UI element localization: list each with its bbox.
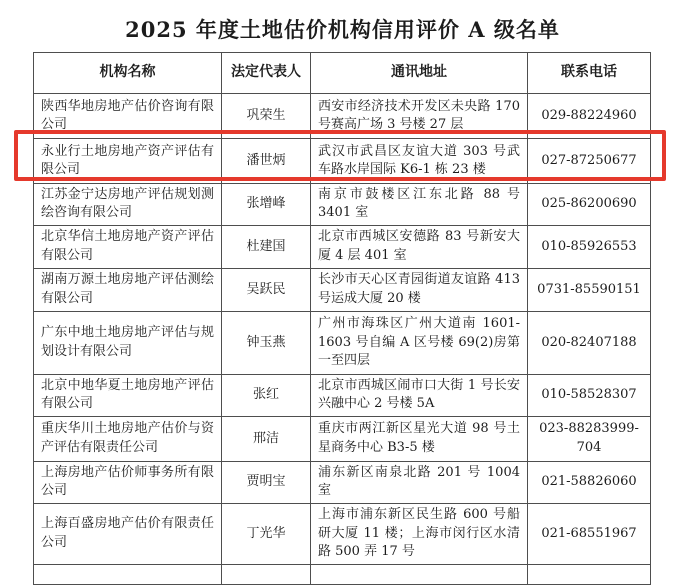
address-cell: 广州市海珠区广州大道南 1601-1603 号自编 A 区号楼 69(2)房第一至四层 — [311, 311, 528, 374]
address-cell: 重庆市两江新区星光大道 98 号土星商务中心 B3-5 楼 — [311, 416, 528, 461]
legal-rep-cell: 潘世炳 — [222, 139, 311, 184]
table-row — [34, 94, 651, 139]
table-header-row — [34, 53, 651, 94]
legal-rep-cell: 丁光华 — [222, 503, 311, 564]
address-cell: 西安市经济技术开发区未央路 170 号赛高广场 3 号楼 27 层 — [311, 94, 528, 139]
phone-cell: 020-82407188 — [528, 311, 651, 374]
phone-cell: 029-88224960 — [528, 94, 651, 139]
table-row — [34, 416, 651, 461]
phone-cell: 025-86200690 — [528, 184, 651, 226]
legal-rep-cell: 钟玉燕 — [222, 311, 311, 374]
address-cell: 上海市浦东新区民生路 600 号船研大厦 11 楼；上海市闵行区水清路 500 弄 17 号 — [311, 503, 528, 564]
legal-rep-cell — [222, 564, 311, 584]
phone-cell: 027-87250677 — [528, 139, 651, 184]
table-row — [34, 503, 651, 564]
org-name-cell: 重庆华川土地房地产估价与资产评估有限责任公司 — [34, 416, 222, 461]
legal-rep-cell: 张增峰 — [222, 184, 311, 226]
table-row — [34, 268, 651, 311]
address-cell — [311, 564, 528, 584]
org-name-cell: 湖南万源土地房地产评估测绘有限公司 — [34, 268, 222, 311]
phone-cell: 010-58528307 — [528, 374, 651, 416]
phone-cell: 021-68551967 — [528, 503, 651, 564]
legal-rep-cell: 吴跃民 — [222, 268, 311, 311]
table-row-partial — [34, 564, 651, 584]
org-name-cell: 广东中地土地房地产评估与规划设计有限公司 — [34, 311, 222, 374]
page-title: 2025 年度土地估价机构信用评价 A 级名单 — [125, 17, 560, 42]
phone-cell: 010-85926553 — [528, 225, 651, 268]
legal-rep-header: 法定代表人 — [222, 53, 311, 94]
org-name-cell: 北京中地华夏土地房地产评估有限公司 — [34, 374, 222, 416]
org-name-cell: 北京华信土地房地产资产评估有限公司 — [34, 225, 222, 268]
legal-rep-cell: 杜建国 — [222, 225, 311, 268]
address-header: 通讯地址 — [311, 53, 528, 94]
table-row-highlighted — [34, 139, 651, 184]
phone-cell: 023-88283999-704 — [528, 416, 651, 461]
address-cell: 北京市西城区闹市口大街 1 号长安兴融中心 2 号楼 5A — [311, 374, 528, 416]
legal-rep-cell: 张红 — [222, 374, 311, 416]
org-name-header: 机构名称 — [34, 53, 222, 94]
address-cell: 长沙市天心区青园街道友谊路 413 号运成大厦 20 楼 — [311, 268, 528, 311]
table-row — [34, 311, 651, 374]
address-cell: 北京市西城区安德路 83 号新安大厦 4 层 401 室 — [311, 225, 528, 268]
phone-cell: 021-58826060 — [528, 461, 651, 503]
phone-cell: 0731-85590151 — [528, 268, 651, 311]
legal-rep-cell: 邢洁 — [222, 416, 311, 461]
address-cell: 武汉市武昌区友谊大道 303 号武车路水岸国际 K6-1 栋 23 楼 — [311, 139, 528, 184]
phone-cell — [528, 564, 651, 584]
table-row — [34, 225, 651, 268]
org-name-cell: 陕西华地房地产估价咨询有限公司 — [34, 94, 222, 139]
org-name-cell: 上海房地产估价师事务所有限公司 — [34, 461, 222, 503]
legal-rep-cell: 贾明宝 — [222, 461, 311, 503]
table-row — [34, 184, 651, 226]
table-row — [34, 461, 651, 503]
address-cell: 浦东新区南泉北路 201 号 1004 室 — [311, 461, 528, 503]
org-name-cell: 江苏金宁达房地产评估规划测绘咨询有限公司 — [34, 184, 222, 226]
address-cell: 南京市鼓楼区江东北路 88 号 3401 室 — [311, 184, 528, 226]
legal-rep-cell: 巩荣生 — [222, 94, 311, 139]
rating-table — [33, 52, 651, 585]
org-name-cell: 上海百盛房地产估价有限责任公司 — [34, 503, 222, 564]
org-name-cell: 永业行土地房地产资产评估有限公司 — [34, 139, 222, 184]
org-name-cell — [34, 564, 222, 584]
table-row — [34, 374, 651, 416]
phone-header: 联系电话 — [528, 53, 651, 94]
